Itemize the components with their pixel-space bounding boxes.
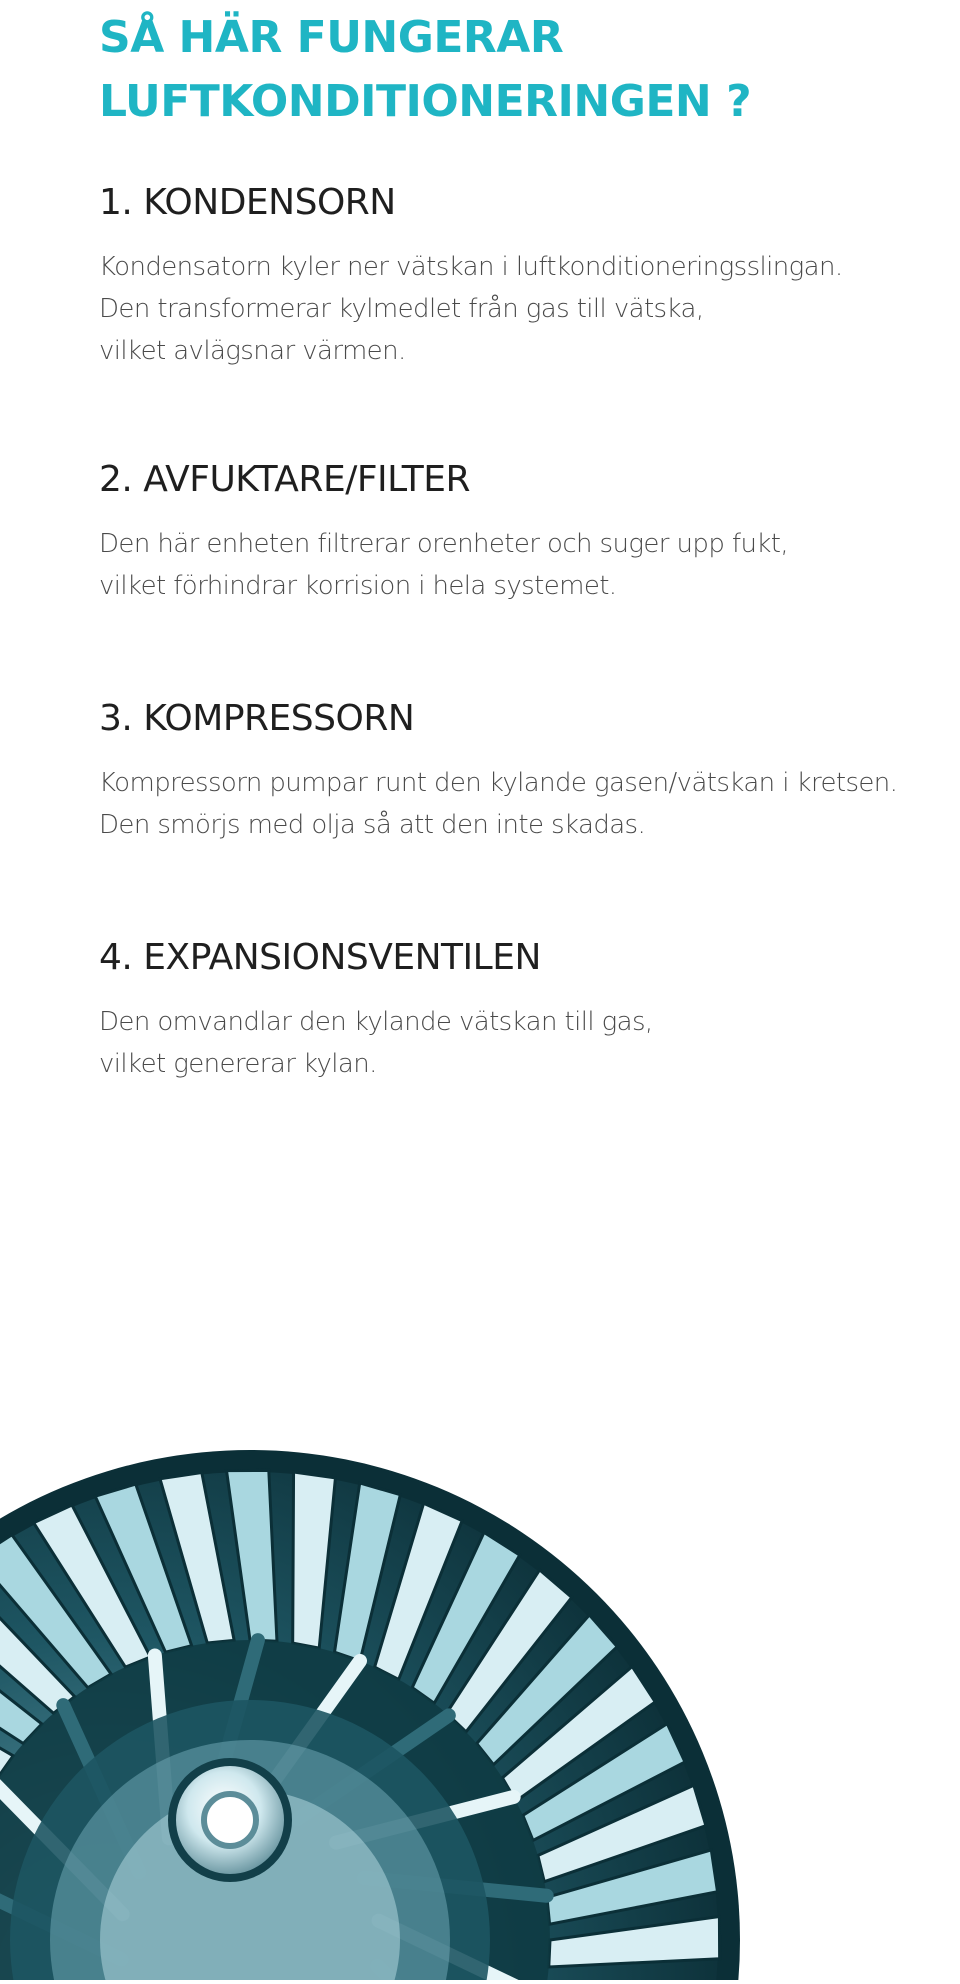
section-heading: 2. AVFUKTARE/FILTER bbox=[99, 459, 470, 500]
section-text bbox=[99, 246, 949, 372]
title-line-2: LUFTKONDITIONERINGEN ? bbox=[99, 76, 752, 127]
title-line-1: SÅ HÄR FUNGERAR bbox=[99, 12, 564, 63]
text-line: vilket avlägsnar värmen. bbox=[99, 336, 406, 366]
text-line: Kompressorn pumpar runt den kylande gasen/vätskan i kretsen. bbox=[99, 768, 898, 798]
blower-fan-image bbox=[0, 1300, 960, 1980]
section-heading: 4. EXPANSIONSVENTILEN bbox=[99, 937, 541, 978]
text-line: Den smörjs med olja så att den inte skadas. bbox=[99, 810, 646, 840]
section-heading: 3. KOMPRESSORN bbox=[99, 698, 415, 739]
page-title bbox=[99, 6, 751, 134]
text-line: Den omvandlar den kylande vätskan till gas, bbox=[99, 1007, 653, 1037]
section-kondensorn bbox=[99, 178, 949, 372]
text-line: Den här enheten filtrerar orenheter och suger upp fukt, bbox=[99, 529, 789, 559]
section-text bbox=[99, 762, 949, 846]
section-text bbox=[99, 523, 949, 607]
section-text bbox=[99, 1001, 949, 1085]
text-line: Kondensatorn kyler ner vätskan i luftkonditioneringsslingan. bbox=[99, 252, 843, 282]
text-line: vilket genererar kylan. bbox=[99, 1049, 377, 1079]
section-kompressorn bbox=[99, 694, 949, 846]
text-line: vilket förhindrar korrision i hela systemet. bbox=[99, 571, 617, 601]
blower-fan-wheel-icon bbox=[0, 1300, 960, 1980]
section-expansionsventilen bbox=[99, 933, 949, 1085]
text-line: Den transformerar kylmedlet från gas till vätska, bbox=[99, 294, 704, 324]
section-avfuktare-filter bbox=[99, 455, 949, 607]
section-heading: 1. KONDENSORN bbox=[99, 182, 396, 223]
